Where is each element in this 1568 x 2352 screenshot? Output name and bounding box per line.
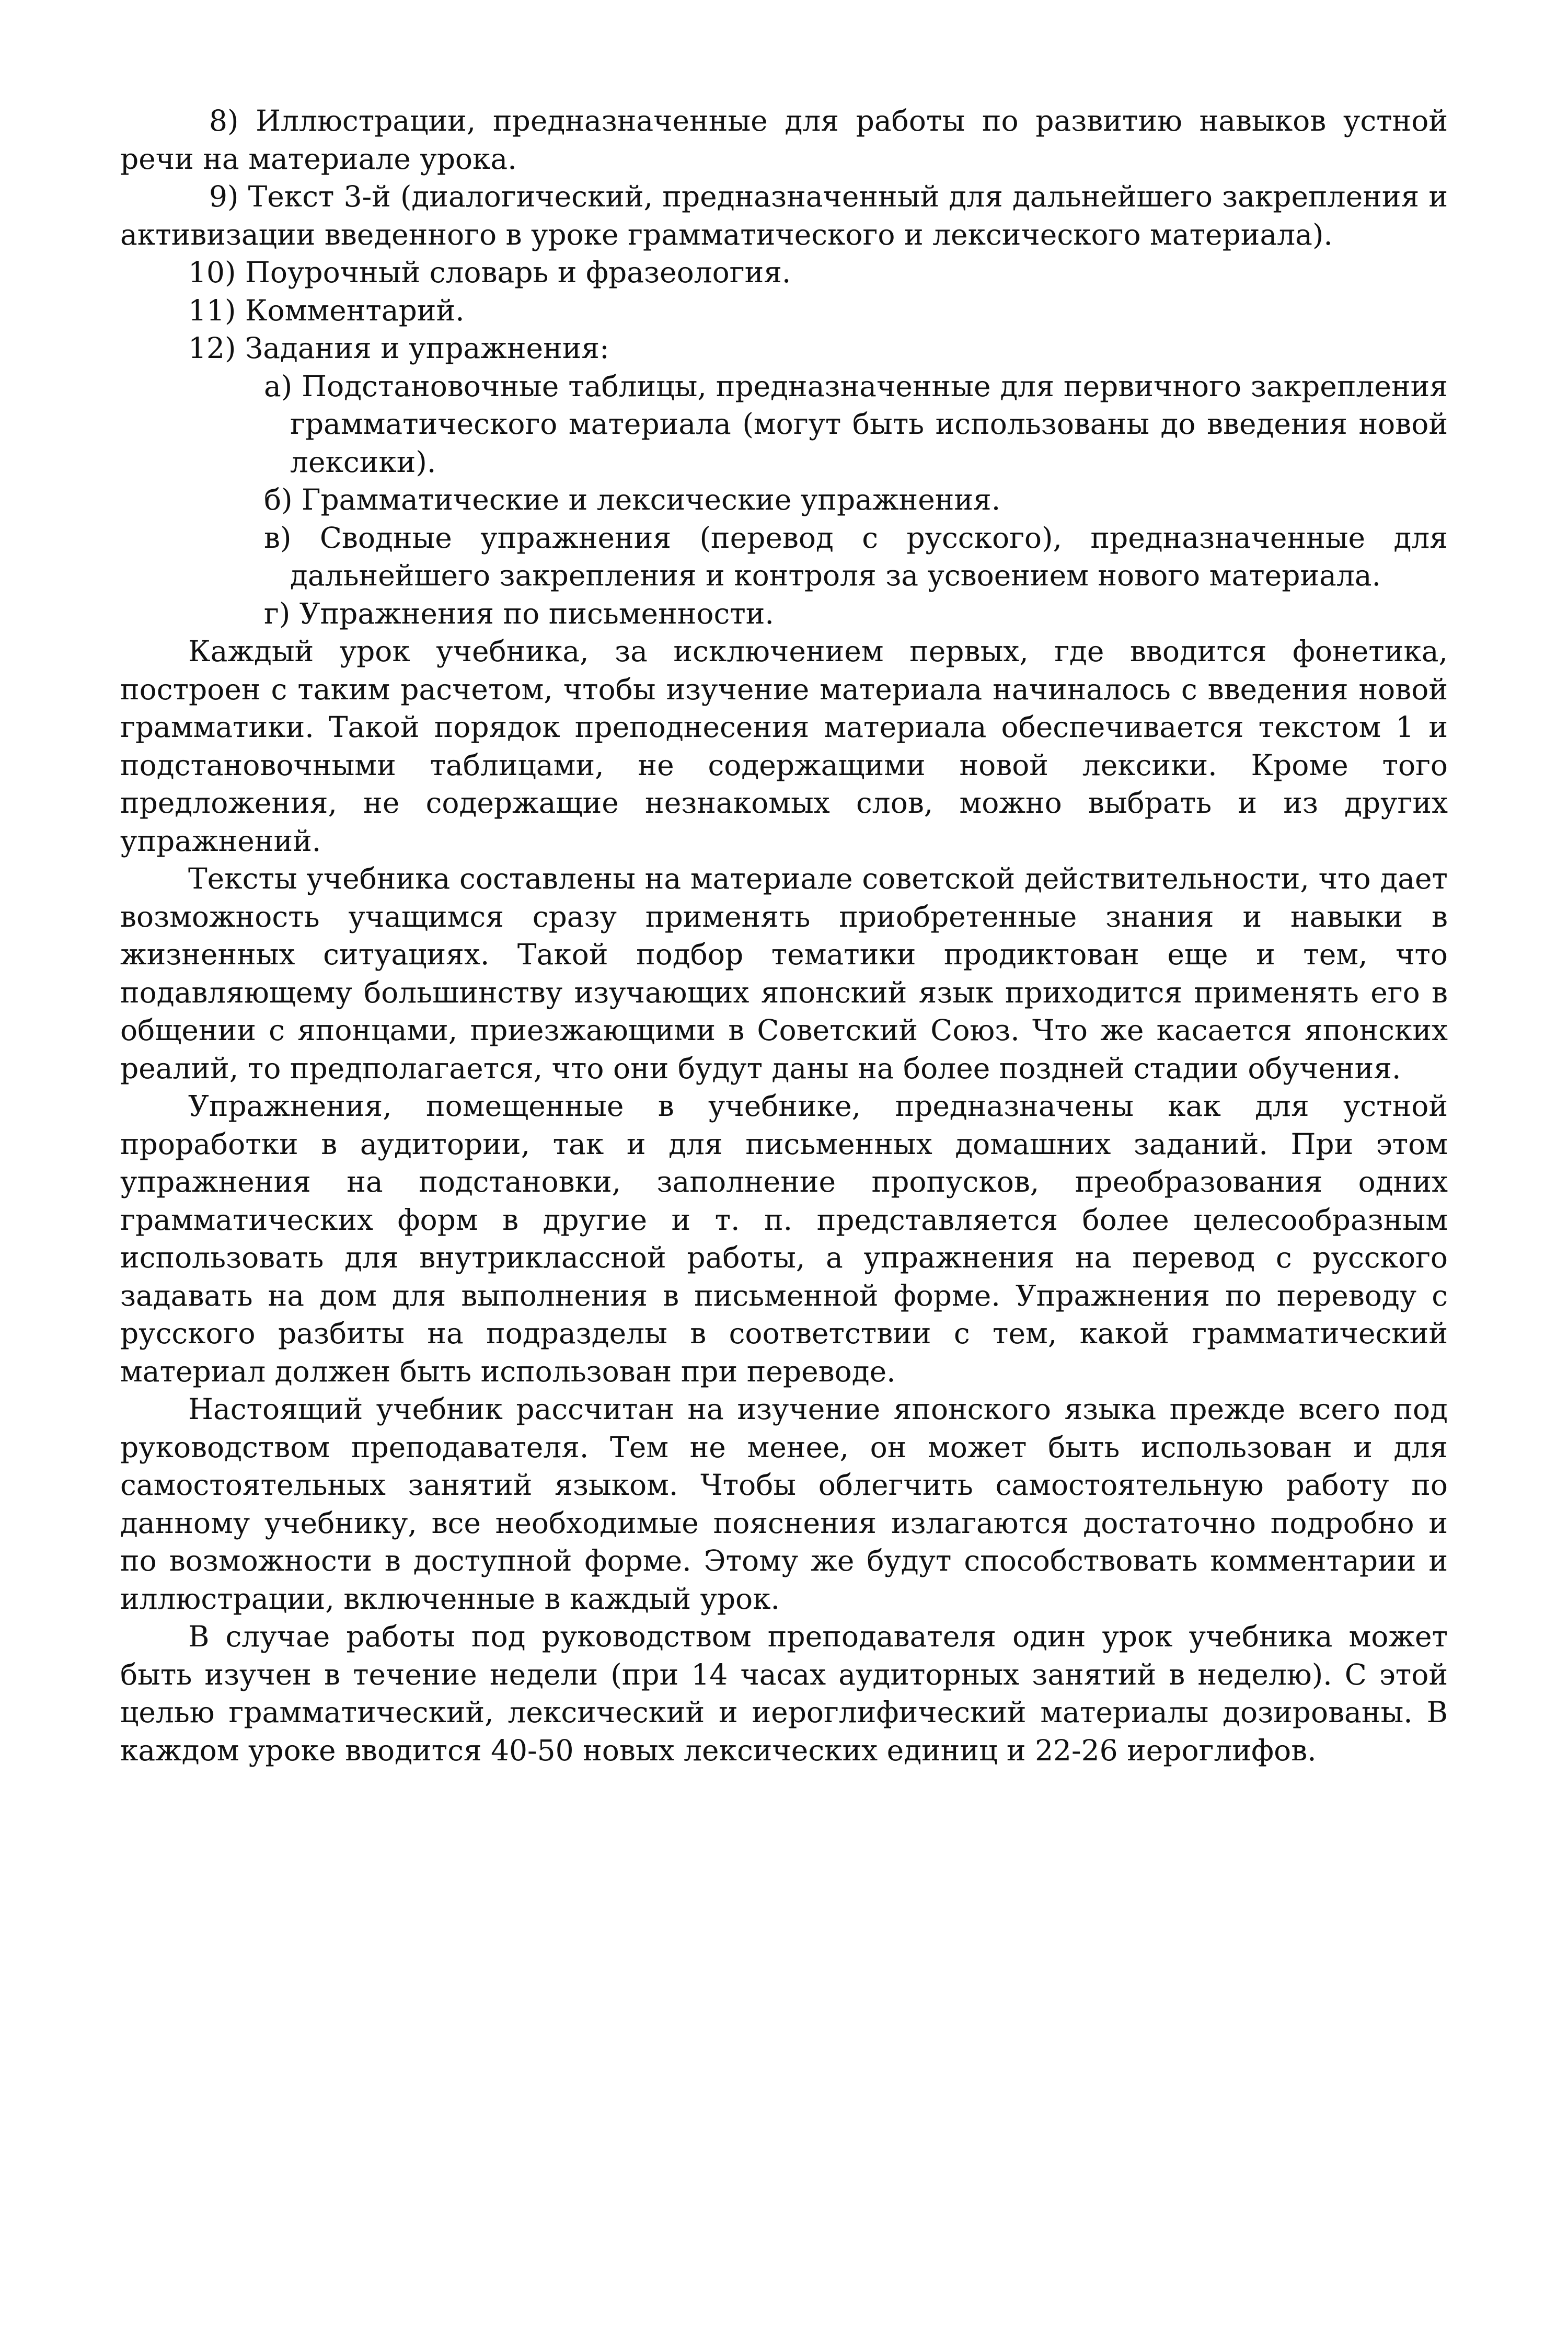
list-item-8: 8) Иллюстрации, предназначенные для работы по развитию навыков устной речи на материале урока. xyxy=(120,104,1448,176)
list-item-11: 11) Комментарий. xyxy=(188,293,465,327)
sub-item-g: г) Упражнения по письменности. xyxy=(264,596,774,630)
paragraph-texts: Тексты учебника составлены на материале советской действительности, что дает возможность учащимся сразу применять приобретенные знания и навыки в жизненных ситуациях. Такой подбор тематики продиктован еще и тем, что подавляющему большинству изучающих японский язык приходится применять его в общении с японцами, приезжающими в Советский Союз. Что же касается японских реалий, то предполагается, что они будут даны на более поздней стадии обучения. xyxy=(120,862,1448,1085)
paragraph-self-study: Настоящий учебник рассчитан на изучение японского языка прежде всего под руководством преподавателя. Тем не менее, он может быть использован и для самостоятельных занятий языком. Чтобы облегчить самостоятельную работу по данному учебнику, все необходимые пояснения излагаются достаточно подробно и по возможности в доступной форме. Этому же будут способствовать комментарии и иллюстрации, включенные в каждый урок. xyxy=(120,1392,1448,1616)
list-item-12: 12) Задания и упражнения: xyxy=(188,331,609,365)
sub-item-a: а) Подстановочные таблицы, предназначенные для первичного закрепления грамматического материала (могут быть использованы до введения новой лексики). xyxy=(264,369,1448,479)
sub-item-v: в) Сводные упражнения (перевод с русского), предназначенные для дальнейшего закрепления и контроля за усвоением нового материала. xyxy=(264,521,1448,592)
list-item-9: 9) Текст 3-й (диалогический, предназначенный для дальнейшего закрепления и активизации введенного в уроке грамматического и лексического материала). xyxy=(120,180,1448,251)
paragraph-lesson-structure: Каждый урок учебника, за исключением первых, где вводится фонетика, построен с таким расчетом, чтобы изучение материала начиналось с введения новой грамматики. Такой порядок преподнесения материала обеспечивается текстом 1 и подстановочными таблицами, не содержащими новой лексики. Кроме того предложения, не содержащие незнакомых слов, можно выбрать и из других упражнений. xyxy=(120,635,1448,858)
paragraph-exercises: Упражнения, помещенные в учебнике, предназначены как для устной проработки в аудитории, так и для письменных домашних заданий. При этом упражнения на подстановки, заполнение пропусков, преобразования одних грамматических форм в другие и т. п. представляется более целесообразным использовать для внутриклассной работы, а упражнения на перевод с русского задавать на дом для выполнения в письменной форме. Упражнения по переводу с русского разбиты на подразделы в соответствии с тем, какой грамматический материал должен быть использован при переводе. xyxy=(120,1089,1448,1388)
paragraph-schedule: В случае работы под руководством преподавателя один урок учебника может быть изучен в течение недели (при 14 часах аудиторных занятий в неделю). С этой целью грамматический, лексический и иероглифический материалы дозированы. В каждом уроке вводится 40-50 новых лексических единиц и 22-26 иероглифов. xyxy=(120,1620,1448,1767)
document-page xyxy=(120,102,1448,1769)
list-item-10: 10) Поурочный словарь и фразеология. xyxy=(188,256,791,289)
sub-item-b: б) Грамматические и лексические упражнения. xyxy=(264,483,1001,516)
